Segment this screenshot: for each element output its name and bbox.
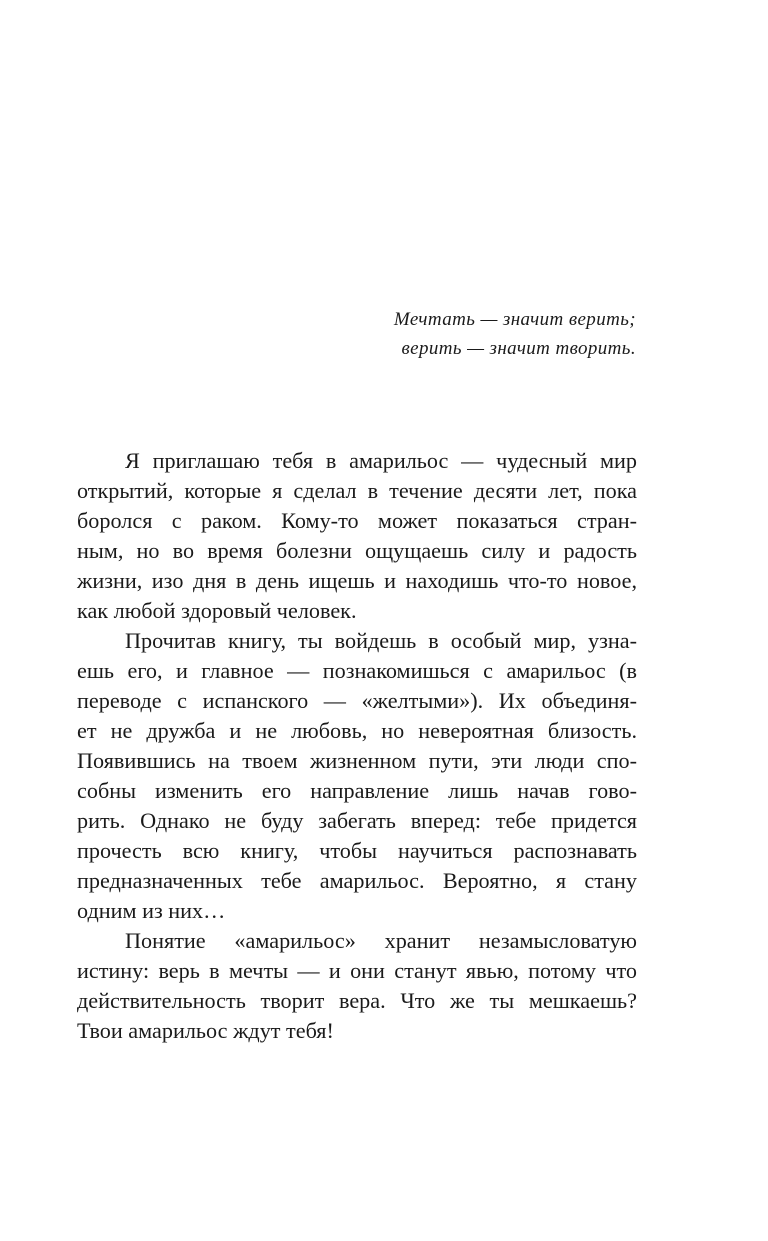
text-line: ешь его, и главное — познакомишься с амарильос (в: [77, 658, 637, 683]
text-line: открытий, которые я сделал в течение десяти лет, пока: [77, 478, 637, 503]
text-line: предназначенных тебе амарильос. Вероятно, я стану: [77, 868, 637, 893]
text-line: Понятие «амарильос» хранит незамысловатую: [125, 928, 637, 953]
epigraph-line: верить — значит творить.: [401, 338, 636, 359]
text-line: собны изменить его направление лишь начав гово-: [77, 778, 637, 803]
text-line: рить. Однако не буду забегать вперед: тебе придется: [77, 808, 637, 833]
text-line: ным, но во время болезни ощущаешь силу и радость: [77, 538, 637, 563]
epigraph-line: Мечтать — значит верить;: [393, 309, 636, 330]
paragraph-2: [77, 626, 637, 926]
text-line: действительность творит вера. Что же ты мешкаешь?: [77, 988, 637, 1013]
text-line: переводе с испанского — «желтыми»). Их объединя-: [77, 688, 637, 713]
text-line: Прочитав книгу, ты войдешь в особый мир, узна-: [125, 628, 637, 653]
epigraph: [394, 305, 636, 363]
paragraph-3: [77, 926, 637, 1046]
text-line: как любой здоровый человек.: [77, 598, 357, 623]
text-line: Я приглашаю тебя в амарильос — чудесный мир: [125, 448, 637, 473]
text-line: истину: верь в мечты — и они станут явью, потому что: [77, 958, 637, 983]
text-line: прочесть всю книгу, чтобы научиться распознавать: [77, 838, 637, 863]
text-line: ет не дружба и не любовь, но невероятная близость.: [77, 718, 637, 743]
text-line: боролся с раком. Кому-то может показаться стран-: [77, 508, 637, 533]
body-text: [77, 446, 637, 1046]
text-line: Появившись на твоем жизненном пути, эти люди спо-: [77, 748, 637, 773]
text-line: одним из них…: [77, 898, 226, 923]
text-line: жизни, изо дня в день ищешь и находишь что-то новое,: [77, 568, 637, 593]
paragraph-1: [77, 446, 637, 626]
text-line: Твои амарильос ждут тебя!: [77, 1018, 334, 1043]
